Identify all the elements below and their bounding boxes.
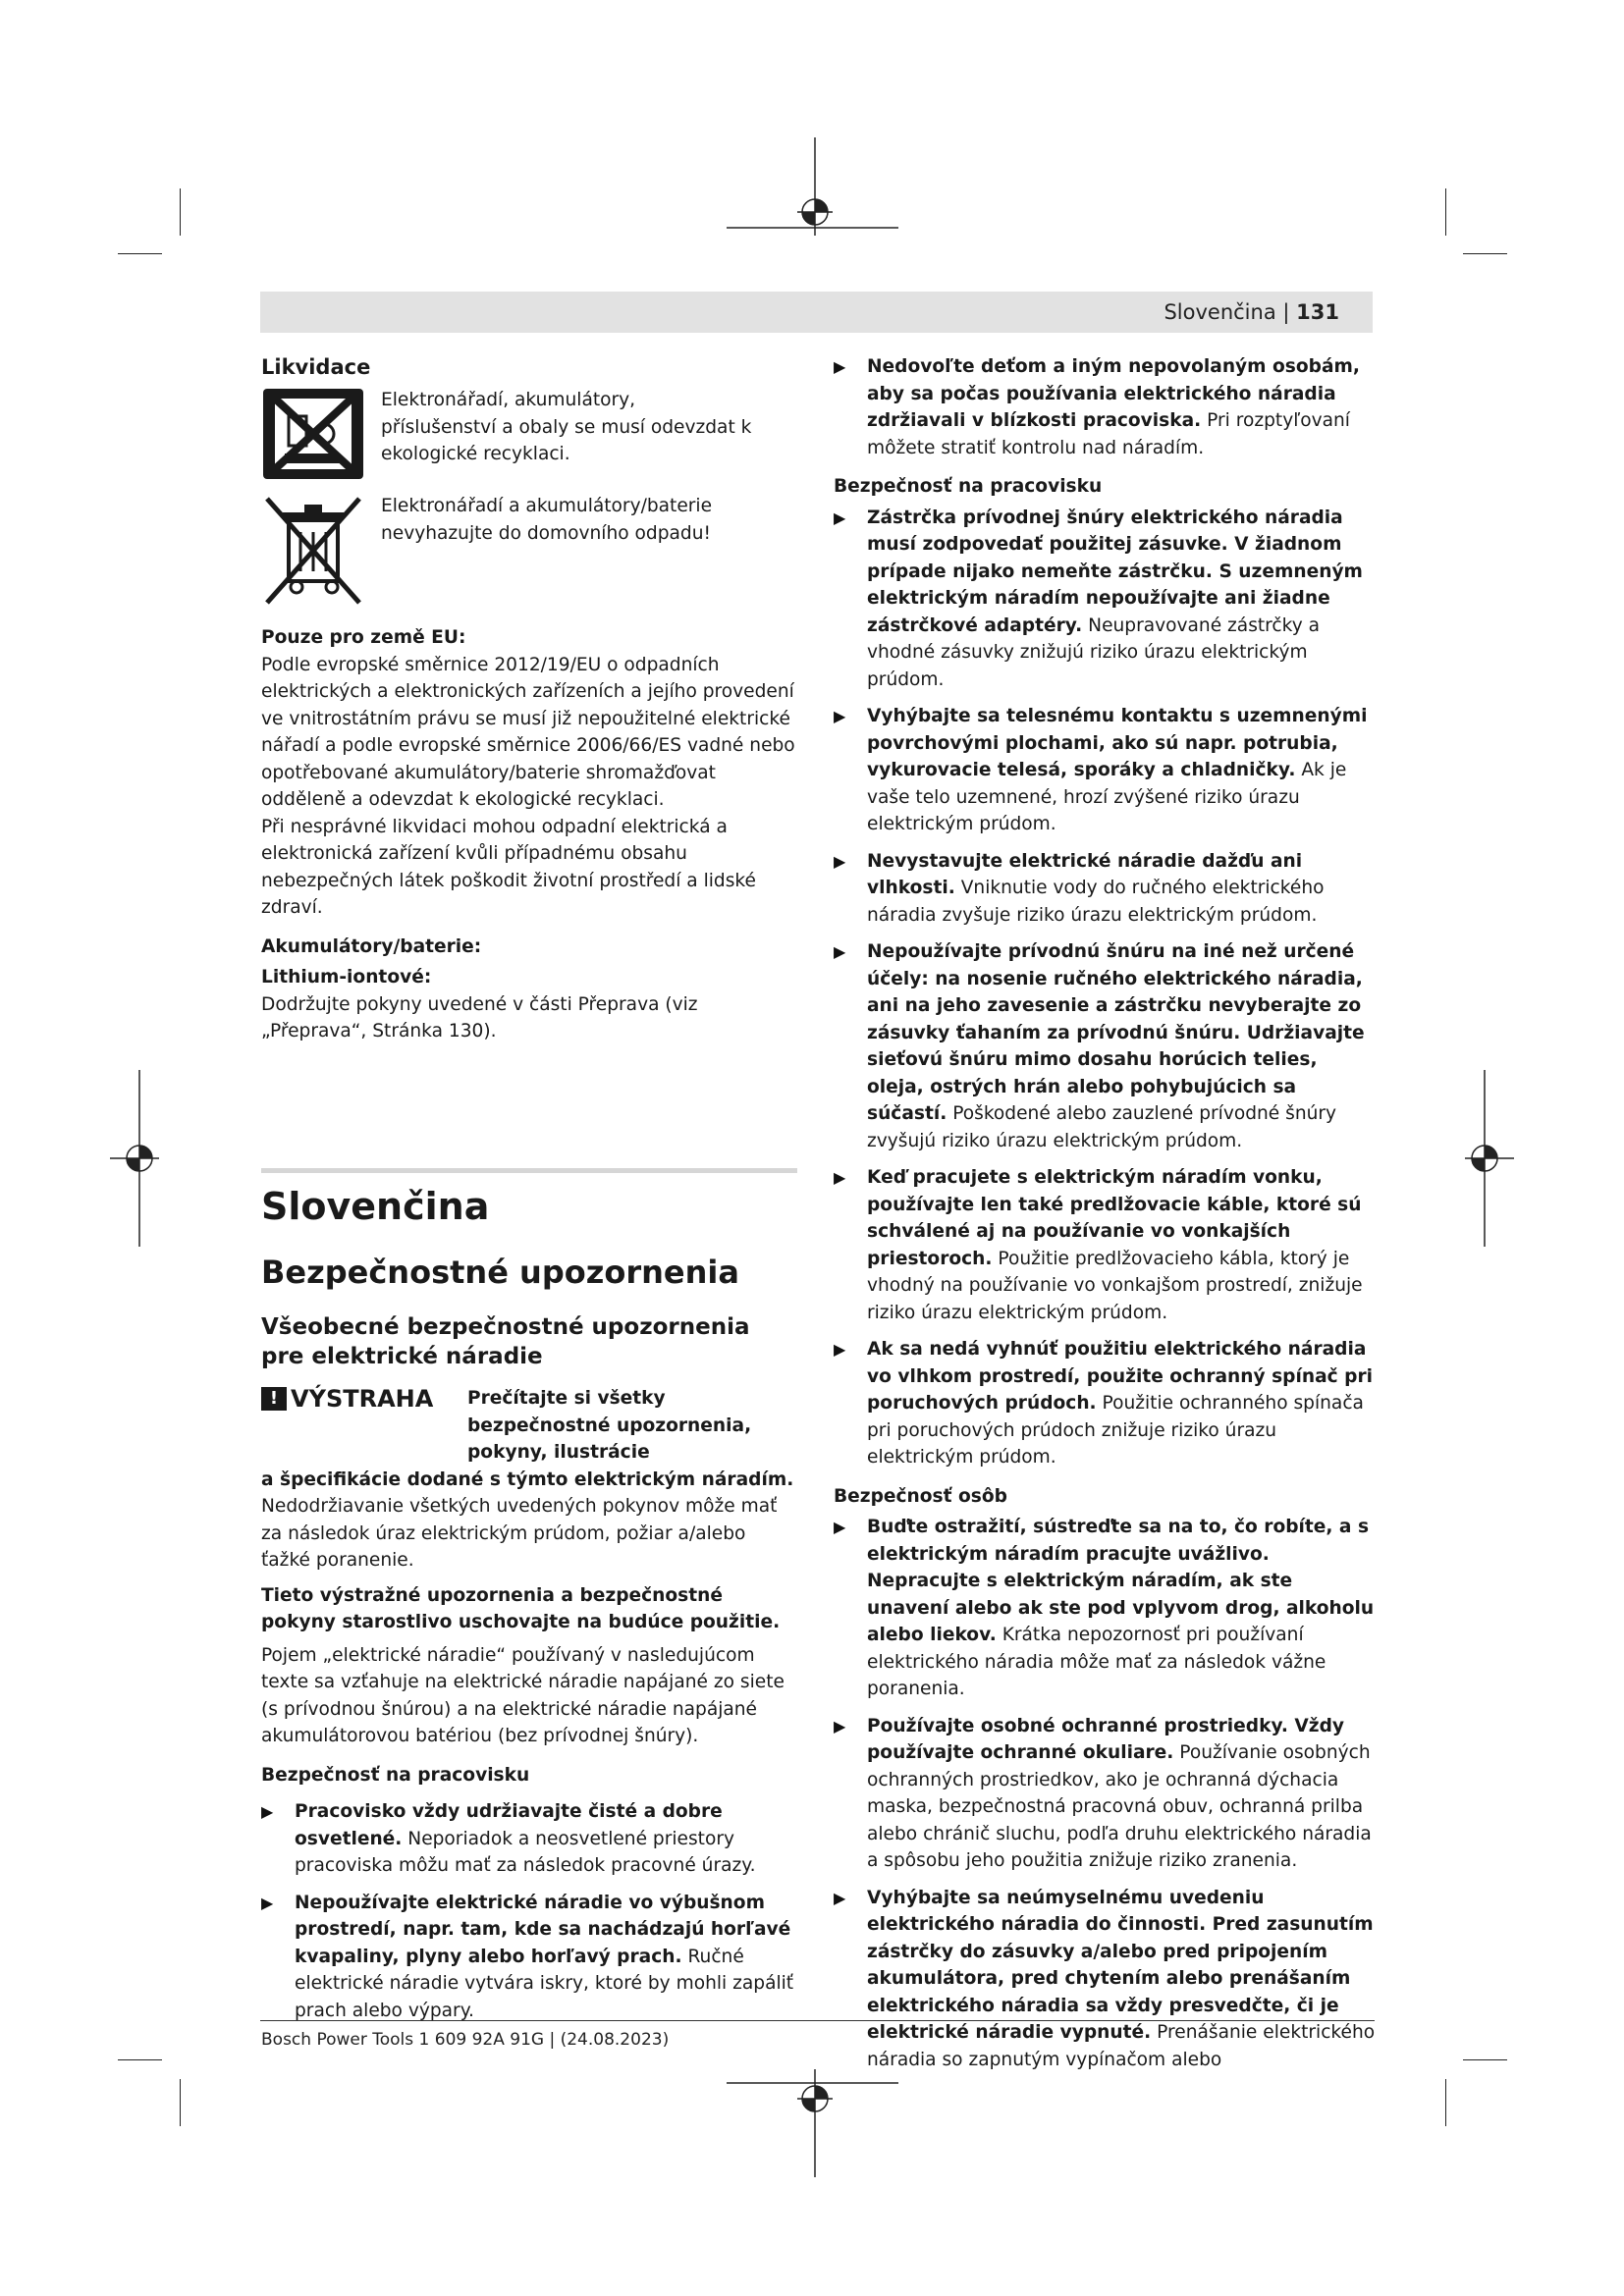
header-language: Slovenčina: [1164, 300, 1276, 324]
left-column-lower: [261, 1183, 797, 2024]
lithium-heading: Lithium-iontové:: [261, 967, 432, 988]
triangle-right-icon: ▶: [834, 1340, 846, 1359]
triangle-right-icon: ▶: [834, 357, 846, 376]
bullet-bold: Vyhýbajte sa neúmyselnému uvedeniu elektrického náradia do činnosti. Pred zasunutím zástrčky do zásuvky a/alebo pred pripojením akumulátora, pred chytením alebo prenášaním elektrického náradia sa vždy presvedčte, či je elektrické náradie vypnuté.: [867, 1887, 1374, 2043]
bullet-item: [834, 938, 1376, 1154]
warning-block: [261, 1385, 797, 1467]
persons-heading: Bezpečnosť osôb: [834, 1485, 1007, 1507]
bullet-text: Neporiadok a neosvetlené priestory pracoviska môžu mať za následok pracovné úrazy.: [295, 1828, 756, 1876]
bullet-item: [834, 1885, 1376, 2074]
triangle-right-icon: ▶: [834, 707, 846, 725]
bullet-bold: Nepoužívajte elektrické náradie vo výbušnom prostredí, napr. tam, kde sa nachádzajú horľavé kvapaliny, plyny alebo horľavý prach.: [295, 1892, 791, 1967]
safety-heading: Bezpečnostné upozornenia: [261, 1254, 739, 1291]
eu-heading: Pouze pro země EU:: [261, 627, 466, 648]
term-definition: Pojem „elektrické náradie“ používaný v nasledujúcom texte sa vzťahuje na elektrické náradie napájané zo siete (s prívodnou šnúrou) a na elektrické náradie napájané akumulátorovou batériou (bez prívodnej šnúry).: [261, 1644, 785, 1746]
eu-text-1: Podle evropské směrnice 2012/19/EU o odpadních elektrických a elektronických zařízeních a jejího provedení ve vnitrostátním právu se musí již nepoužitelné elektrické nářadí a podle evropské směrnice 2006/66/ES vadné nebo opotřebované akumulátory/baterie shromažďovat odděleně a odevzdat k ekologické recyklaci.: [261, 654, 795, 810]
warning-text: Nedodržiavanie všetkých uvedených pokynov môže mať za následok úraz elektrickým prúdom, požiar a/alebo ťažké poranenie.: [261, 1496, 778, 1571]
bullet-item: [834, 848, 1376, 930]
bullet-bold: Buďte ostražití, sústreďte sa na to, čo robíte, a s elektrickým náradím pracujte uvážlivo. Nepracujte s elektrickým náradím, ak ste unavení alebo ak ste pod vplyvom drog, alkoholu alebo liekov.: [867, 1517, 1375, 1645]
bullet-item: [834, 1514, 1376, 1703]
disposal-text-2: Elektronářadí a akumulátory/baterie nevyhazujte do domovního odpadu!: [381, 496, 713, 544]
bullet-text: Prenášanie elektrického náradia so zapnutým vypínačom alebo: [867, 2022, 1376, 2070]
bullet-item: [834, 703, 1376, 838]
bullet-bold: Používajte osobné ochranné prostriedky. Vždy používajte ochranné okuliare.: [867, 1715, 1345, 1763]
recycling-icon: [261, 387, 369, 485]
registration-mark-icon: [1465, 1070, 1514, 1247]
page-header: [260, 292, 1373, 333]
triangle-right-icon: ▶: [834, 942, 846, 961]
general-safety-heading: Všeobecné bezpečnostné upozornenia pre elektrické náradie: [261, 1314, 750, 1369]
warning-label-text: VÝSTRAHA: [291, 1385, 434, 1413]
footer-text: Bosch Power Tools 1 609 92A 91G | (24.08.2023): [261, 2030, 670, 2050]
bullet-item: [261, 1798, 797, 1880]
battery-heading: Akumulátory/baterie:: [261, 935, 482, 957]
page-number: 131: [1296, 300, 1339, 324]
bullet-text: Ručné elektrické náradie vytvára iskry, ktoré by mohli zapáliť prach alebo výpary.: [295, 1946, 794, 2021]
bullet-text: Pri rozptyľovaní môžete stratiť kontrolu nad náradím.: [867, 410, 1350, 458]
bullet-text: Krátka nepozornosť pri používaní elektrického náradia môže mať za následok vážne poranenia.: [867, 1625, 1326, 1699]
bullet-bold: Pracovisko vždy udržiavajte čisté a dobre osvetlené.: [295, 1801, 723, 1849]
electrical-heading: Bezpečnosť na pracovisku: [834, 476, 1103, 497]
section-divider: [261, 1168, 797, 1173]
bullet-item: [834, 1336, 1376, 1471]
warning-bold-1: Prečítajte si všetky bezpečnostné upozornenia, pokyny, ilustrácie: [467, 1388, 752, 1463]
triangle-right-icon: ▶: [834, 1518, 846, 1536]
bullet-text: Použitie predlžovacieho kábla, ktorý je vhodný na používanie vo vonkajšom prostredí, znižuje riziko úrazu elektrickým prúdom.: [867, 1248, 1363, 1323]
bullet-bold: Nevystavujte elektrické náradie dažďu ani vlhkosti.: [867, 850, 1303, 898]
warning-triangle-icon: !: [261, 1387, 287, 1411]
bullet-bold: Keď pracujete s elektrickým náradím vonku, používajte len také predlžovacie káble, ktoré sú schválené aj na používanie vo vonkajších priestoroch.: [867, 1167, 1362, 1269]
registration-mark-icon: [727, 137, 903, 245]
disposal-text-1: Elektronářadí, akumulátory, příslušenství a obaly se musí odevzdat k ekologické recyklaci.: [381, 390, 752, 464]
bullet-text: Použitie ochranného spínača pri poruchových prúdoch znižuje riziko úrazu elektrickým prúdom.: [867, 1393, 1364, 1468]
bullet-item: [834, 1713, 1376, 1875]
footer-rule: [260, 2020, 1375, 2021]
bullet-text: Poškodené alebo zauzlené prívodné šnúry zvyšujú riziko úrazu elektrickým prúdom.: [867, 1103, 1337, 1151]
registration-mark-icon: [110, 1070, 159, 1247]
triangle-right-icon: ▶: [834, 1888, 846, 1907]
triangle-right-icon: ▶: [834, 1716, 846, 1735]
lithium-text: Dodržujte pokyny uvedené v části Přeprava (viz „Přeprava“, Stránka 130).: [261, 993, 698, 1041]
workplace-heading: Bezpečnosť na pracovisku: [261, 1764, 530, 1786]
registration-mark-icon: [727, 2069, 903, 2177]
bullet-text: Ak je vaše telo uzemnené, hrozí zvýšené riziko úrazu elektrickým prúdom.: [867, 760, 1347, 834]
bullet-item: [261, 1890, 797, 2025]
bullet-item: [834, 353, 1376, 461]
triangle-right-icon: ▶: [261, 1802, 274, 1821]
header-page-info: [1164, 300, 1339, 324]
bullet-bold: Vyhýbajte sa telesnému kontaktu s uzemnenými povrchovými plochami, ako sú napr. potrubia, vykurovacie telesá, sporáky a chladničky.: [867, 706, 1368, 780]
warning-label: [261, 1385, 467, 1413]
keep-instructions: Tieto výstražné upozornenia a bezpečnostné pokyny starostlivo uschovajte na budúce použitie.: [261, 1584, 781, 1632]
crossed-bin-icon: [261, 493, 369, 611]
header-separator: |: [1282, 300, 1290, 324]
triangle-right-icon: ▶: [261, 1893, 274, 1912]
bullet-bold: Nepoužívajte prívodnú šnúru na iné než určené účely: na nosenie ručného elektrického náradia, ani na jeho zavesenie a zástrčku nevyberajte zo zásuvky ťahaním za prívodnú šnúru. Udržiavajte sieťovú šnúru mimo dosahu horúcich telies, oleja, ostrých hrán alebo pohybujúcich sa súčastí.: [867, 941, 1365, 1124]
bullet-bold: Ak sa nedá vyhnúť použitiu elektrického náradia vo vlhkom prostredí, použite ochranný spínač pri poruchových prúdoch.: [867, 1339, 1373, 1414]
language-heading: Slovenčina: [261, 1185, 490, 1228]
bullet-bold: Nedovoľte deťom a iným nepovolaným osobám, aby sa počas používania elektrického náradia zdržiavali v blízkosti pracoviska.: [867, 356, 1360, 431]
triangle-right-icon: ▶: [834, 851, 846, 871]
likvidace-heading: Likvidace: [261, 355, 371, 379]
warning-bold-2: a špecifikácie dodané s týmto elektrickým náradím.: [261, 1468, 794, 1490]
disposal-row-1: [261, 387, 797, 485]
bullet-item: [834, 505, 1376, 694]
triangle-right-icon: ▶: [834, 1168, 846, 1187]
bullet-item: [834, 1164, 1376, 1326]
bullet-text: Neupravované zástrčky a vhodné zásuvky znižujú riziko úrazu elektrickým prúdom.: [867, 614, 1321, 690]
disposal-row-2: [261, 493, 797, 611]
left-column: [261, 353, 797, 1045]
bullet-bold: Zástrčka prívodnej šnúry elektrického náradia musí zodpovedať použitej zásuvke. V žiadnom prípade nijako nemeňte zástrčku. S uzemneným elektrickým náradím nepoužívajte ani žiadne zástrčkové adaptéry.: [867, 507, 1363, 636]
bullet-text: Vniknutie vody do ručného elektrického náradia zvyšuje riziko úrazu elektrickým prúdom.: [867, 878, 1325, 926]
right-column: [834, 353, 1376, 2073]
bullet-text: Používanie osobných ochranných prostriedkov, ako je ochranná dýchacia maska, bezpečnostná pracovná obuv, ochranná prilba alebo chránič sluchu, podľa druhu elektrického náradia a spôsobu jeho použitia znižuje riziko zranenia.: [867, 1742, 1372, 1871]
triangle-right-icon: ▶: [834, 507, 846, 527]
eu-text-2: Při nesprávné likvidaci mohou odpadní elektrická a elektronická zařízení kvůli případnému obsahu nebezpečných látek poškodit životní prostředí a lidské zdraví.: [261, 816, 756, 918]
